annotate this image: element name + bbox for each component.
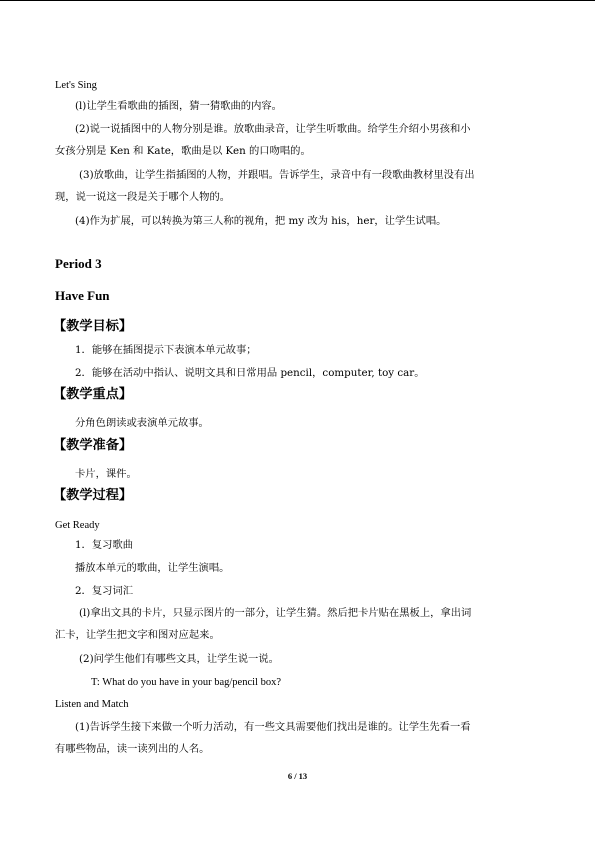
lets-sing-step-3 [55,164,540,208]
listen-match-label: Listen and Match [55,699,129,710]
top-rule [0,0,595,1]
process-step-2-part-1-line-1: (l)拿出文具的卡片，只显示图片的一部分，让学生猜。然后把卡片贴在黑板上，拿出词 [79,607,472,619]
lets-sing-step-2-line-2: 女孩分别是 Ken 和 Kate，歌曲是以 Ken 的口吻唱的。 [55,145,311,157]
lets-sing-step-3-line-2: 现，说一说这一段是关于哪个人物的。 [55,191,231,203]
listen-match-step-1 [55,716,540,760]
get-ready-label: Get Ready [55,520,100,531]
process-step-2-part-2: (2)问学生他们有哪些文具，让学生说一说。 [79,653,279,665]
listen-match-step-1-line-1: (1)告诉学生接下来做一个听力活动，有一些文具需要他们找出是谁的。让学生先看一看 [75,721,471,733]
key-points-heading: 【教学重点】 [53,387,133,402]
process-heading: 【教学过程】 [53,488,133,503]
lets-sing-step-1: (l)让学生看歌曲的插图，猜一猜歌曲的内容。 [75,100,282,112]
lets-sing-step-3-line-1: (3)放歌曲，让学生指插图的人物，并跟唱。告诉学生，录音中有一段歌曲教材里没有出 [79,169,475,181]
teacher-dialogue: T: What do you have in your bag/pencil box? [91,677,281,688]
process-step-2-part-1-line-2: 汇卡，让学生把文字和图对应起来。 [55,629,220,641]
lets-sing-step-4: (4)作为扩展，可以转换为第三人称的视角，把 my 改为 his，her，让学生试唱。 [75,215,447,227]
page-number: 6 / 13 [287,771,308,781]
lets-sing-step-2-line-1: (2)说一说插图中的人物分别是谁。放歌曲录音，让学生听歌曲。给学生介绍小男孩和小 [75,123,471,135]
process-step-1: 1．复习歌曲 [75,539,134,551]
goal-item-2: 2．能够在活动中指认、说明文具和日常用品 pencil，computer, toy car。 [75,367,425,379]
preparation-heading: 【教学准备】 [53,438,133,453]
goal-item-1: 1．能够在插图提示下表演本单元故事； [75,344,257,356]
process-step-1-text: 播放本单元的歌曲，让学生演唱。 [75,562,230,574]
section-heading: Have Fun [55,288,110,303]
process-step-2: 2．复习词汇 [75,585,134,597]
lets-sing-step-2 [55,118,540,162]
period-heading: Period 3 [55,256,102,271]
key-points-text: 分角色朗读或表演单元故事。 [75,417,209,429]
goals-heading: 【教学目标】 [53,319,133,334]
process-step-2-part-1 [55,602,540,646]
listen-match-step-1-line-2: 有哪些物品，读一读列出的人名。 [55,743,210,755]
document-page [55,77,540,760]
lets-sing-title: Let's Sing [55,80,97,91]
preparation-text: 卡片，课件。 [75,468,137,480]
